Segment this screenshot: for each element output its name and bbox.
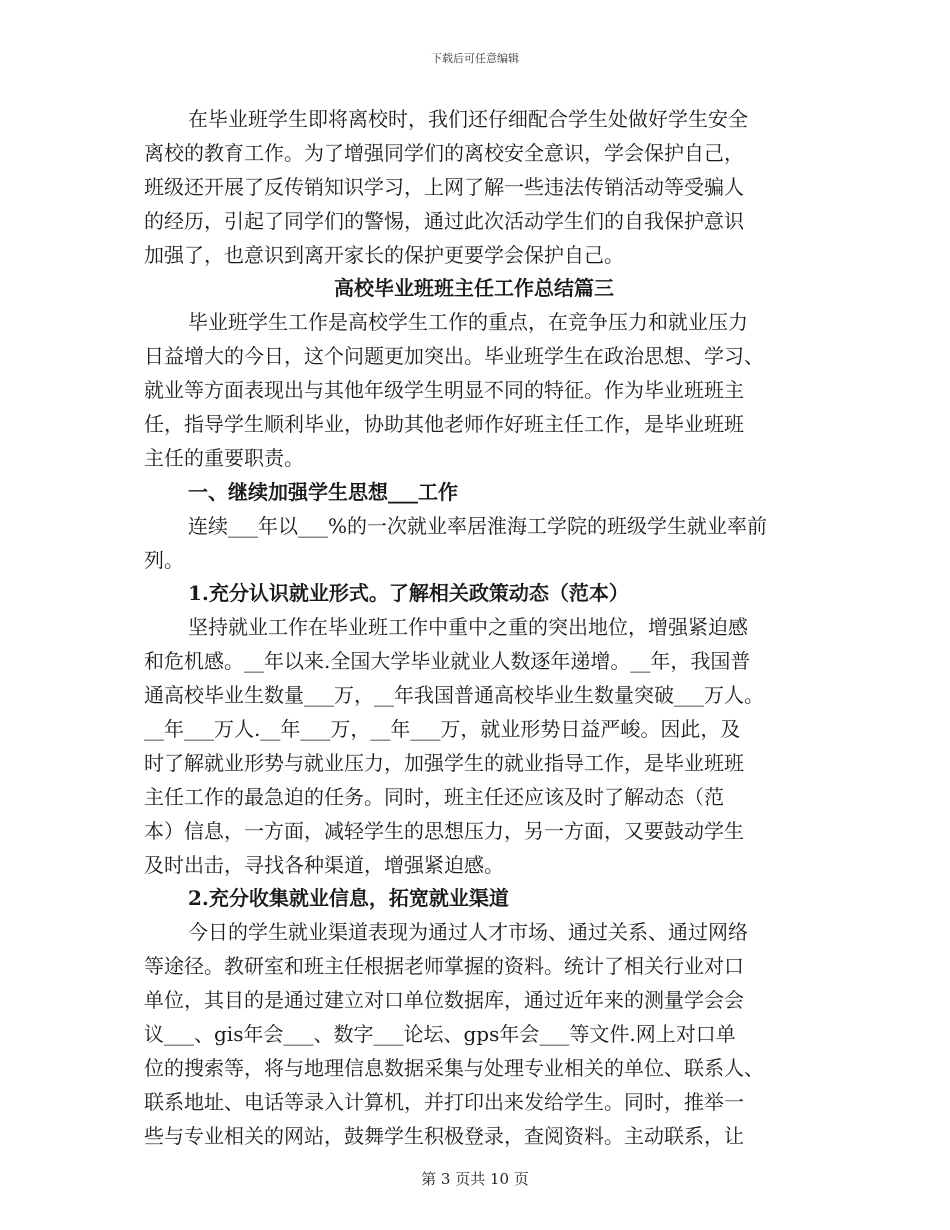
paragraph-line: 离校的教育工作。为了增强同学们的离校安全意识，学会保护自己，: [144, 140, 744, 165]
paragraph-line: 连续___年以___%的一次就业率居淮海工学院的班级学生就业率前: [188, 513, 768, 538]
paragraph-line: 列。: [144, 547, 184, 572]
paragraph-line: 通高校毕业生数量___万，__年我国普通高校毕业生数量突破___万人。: [144, 683, 764, 708]
paragraph-line: 时了解就业形势与就业压力，加强学生的就业指导工作，是毕业班班: [144, 750, 744, 775]
subheading: 2.充分收集就业信息，拓宽就业渠道: [188, 886, 509, 911]
paragraph-line: 及时出击，寻找各种渠道，增强紧迫感。: [144, 852, 504, 877]
paragraph-line: 就业等方面表现出与其他年级学生明显不同的特征。作为毕业班班主: [144, 378, 744, 403]
paragraph-line: 的经历，引起了同学们的警惕，通过此次活动学生们的自我保护意识: [144, 208, 744, 233]
paragraph-line: 毕业班学生工作是高校学生工作的重点，在竞争压力和就业压力: [188, 310, 748, 335]
paragraph-line: 等途径。教研室和班主任根据老师掌握的资料。统计了相关行业对口: [144, 954, 744, 979]
paragraph-line: 加强了，也意识到离开家长的保护更要学会保护自己。: [144, 242, 624, 267]
paragraph-line: 联系地址、电话等录入计算机，并打印出来发给学生。同时，推举一: [144, 1089, 744, 1114]
paragraph-line: 议___、gis年会___、数字___论坛、gps年会___等文件.网上对口单: [144, 1022, 736, 1047]
paragraph-line: 本）信息，一方面，减轻学生的思想压力，另一方面，又要鼓动学生: [144, 818, 744, 843]
paragraph-line: 主任的重要职责。: [144, 445, 304, 470]
paragraph-line: 主任工作的最急迫的任务。同时，班主任还应该及时了解动态（范: [144, 784, 724, 809]
page-footer: 第 3 页共 10 页: [421, 1170, 529, 1188]
paragraph-line: 任，指导学生顺利毕业，协助其他老师作好班主任工作，是毕业班班: [144, 412, 744, 437]
page-header: 下载后可任意编辑: [431, 52, 519, 65]
paragraph-line: 今日的学生就业渠道表现为通过人才市场、通过关系、通过网络: [188, 920, 748, 945]
section-title: 高校毕业班班主任工作总结篇三: [334, 276, 614, 301]
paragraph-line: 在毕业班学生即将离校时，我们还仔细配合学生处做好学生安全: [188, 107, 748, 131]
paragraph-line: 日益增大的今日，这个问题更加突出。毕业班学生在政治思想、学习、: [144, 344, 764, 369]
paragraph-line: __年___万人.__年___万，__年___万，就业形势日益严峻。因此，及: [144, 717, 741, 742]
subheading: 1.充分认识就业形式。了解相关政策动态（范本）: [188, 581, 629, 606]
subheading: 一、继续加强学生思想___工作: [188, 479, 458, 504]
paragraph-line: 些与专业相关的网站，鼓舞学生积极登录，查阅资料。主动联系，让: [144, 1123, 744, 1148]
document-body: [144, 103, 804, 1154]
paragraph-line: 班级还开展了反传销知识学习，上网了解一些违法传销活动等受骗人: [144, 174, 744, 199]
paragraph-line: 位的搜索等，将与地理信息数据采集与处理专业相关的单位、联系人、: [144, 1055, 764, 1080]
paragraph-line: 坚持就业工作在毕业班工作中重中之重的突出地位，增强紧迫感: [188, 615, 748, 640]
paragraph-line: 和危机感。__年以来.全国大学毕业就业人数逐年递增。__年，我国普: [144, 649, 751, 674]
paragraph-line: 单位，其目的是通过建立对口单位数据库，通过近年来的测量学会会: [144, 988, 744, 1013]
